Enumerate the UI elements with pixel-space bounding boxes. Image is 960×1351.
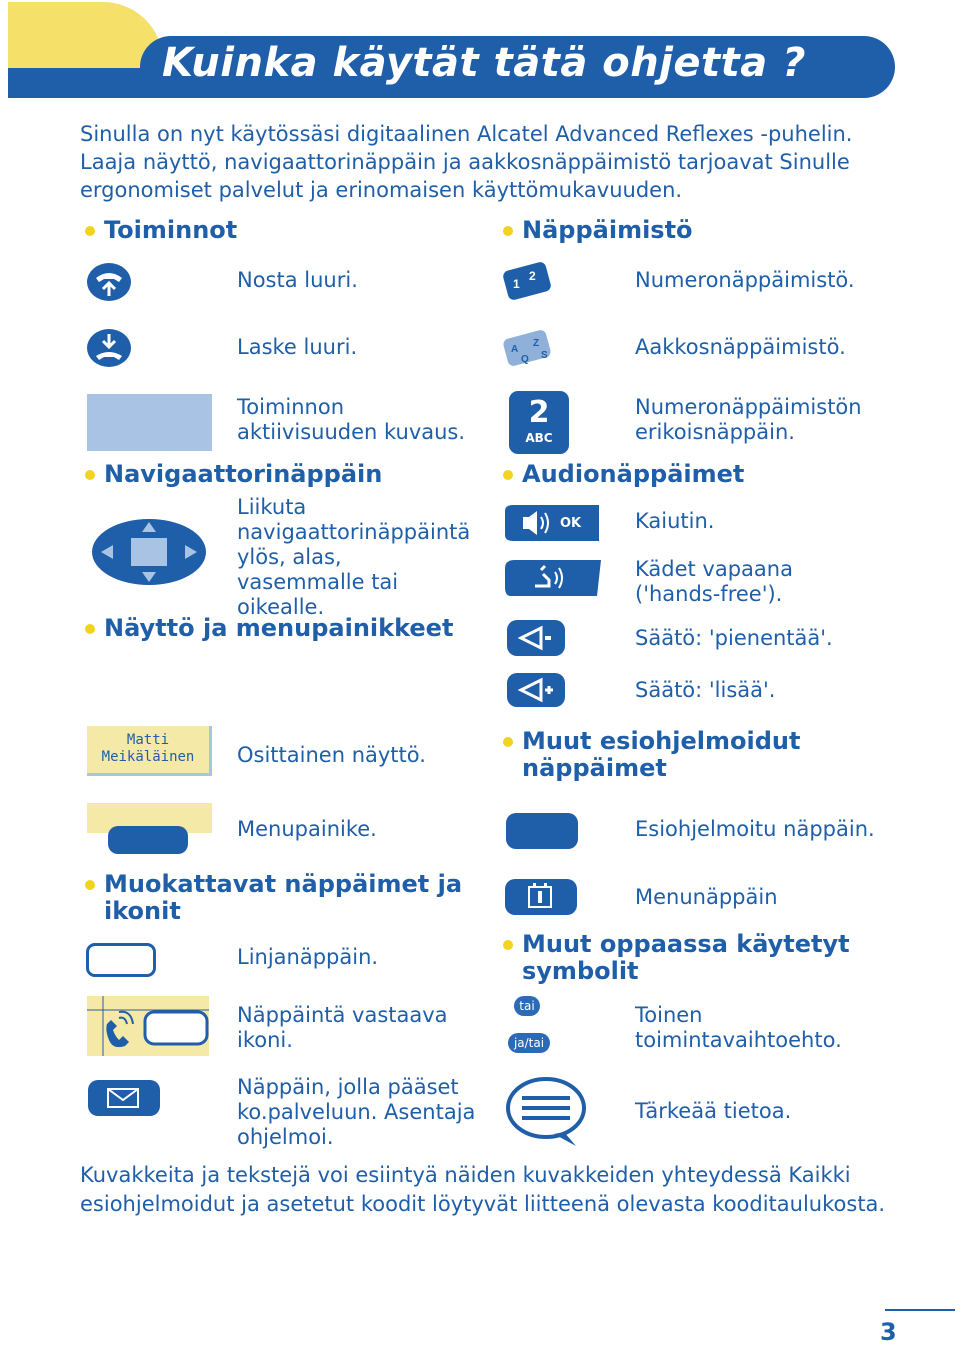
section-heading-muut-esiohjelmoidut — [522, 728, 800, 782]
bullet-icon — [85, 226, 95, 236]
label-osittainen-naytto: Osittainen näyttö. — [237, 743, 426, 767]
label-toiminnon-kuvaus: Toiminnon aktiivisuuden kuvaus. — [237, 395, 466, 444]
label-navigaattori: Liikuta navigaattorinäppäintä ylös, alas, vasemmalle tai oikealle. — [237, 495, 471, 619]
label-nosta-luuri: Nosta luuri. — [237, 268, 358, 292]
section-heading-navigaattori — [104, 461, 382, 488]
svg-text:S: S — [541, 350, 548, 361]
section-heading-muut-symbolit — [522, 931, 850, 985]
bullet-icon — [503, 470, 513, 480]
label-laske-luuri: Laske luuri. — [237, 335, 358, 359]
function-description-box — [87, 394, 212, 451]
heading-text: Audionäppäimet — [522, 460, 745, 488]
alpha-keypad-icon — [503, 330, 551, 370]
volume-down-icon — [507, 620, 565, 660]
heading-text-line1: Muut oppaassa käytetyt — [522, 930, 850, 958]
bullet-icon — [503, 737, 513, 747]
heading-text-line1: Muut esiohjelmoidut — [522, 727, 801, 755]
heading-text-line2: näppäimet — [522, 754, 667, 782]
svg-text:Z: Z — [533, 338, 540, 349]
key-icon-area — [87, 996, 209, 1056]
label-palvelunappain: Näppäin, jolla pääset ko.palveluun. Asentaja ohjelmoi. — [237, 1075, 476, 1149]
svg-text:1: 1 — [513, 277, 520, 291]
section-heading-naytto — [104, 615, 453, 642]
message-key-icon — [88, 1080, 160, 1120]
svg-text:Q: Q — [521, 354, 529, 365]
bullet-icon — [503, 940, 513, 950]
section-heading-nappaimisto — [522, 217, 693, 244]
handsfree-key-icon — [505, 560, 601, 600]
bullet-icon — [85, 624, 95, 634]
footer-paragraph: Kuvakkeita ja tekstejä voi esiintyä näiden kuvakkeiden yhteydessä Kaikki esiohjelmoidut ja asetetut koodit löytyvät liitteenä olevasta kooditaulukosta. — [80, 1163, 886, 1216]
heading-text-line2: ikonit — [104, 897, 181, 925]
label-nappainta-vastaava: Näppäintä vastaava ikoni. — [237, 1003, 448, 1052]
page-title: Kuinka käytät tätä ohjetta ? — [162, 40, 806, 86]
important-info-icon — [504, 1076, 588, 1152]
display-line-2: Meikäläinen — [101, 749, 195, 765]
line-key-icon — [86, 943, 156, 977]
menu-key-icon — [505, 879, 577, 919]
label-menunappain: Menunäppäin — [635, 885, 778, 909]
heading-text: Navigaattorinäppäin — [104, 460, 383, 488]
svg-text:A: A — [511, 344, 519, 355]
label-tarkeaa-tietoa: Tärkeää tietoa. — [635, 1099, 792, 1123]
heading-text-line1: Muokattavat näppäimet ja — [104, 870, 463, 898]
ok-label: OK — [560, 516, 582, 531]
page-number: 3 — [880, 1318, 897, 1346]
numeric-keypad-icon — [503, 262, 551, 304]
label-aakkosnappaimisto: Aakkosnäppäimistö. — [635, 335, 846, 359]
page-number-rule — [885, 1309, 955, 1311]
label-linjanappain: Linjanäppäin. — [237, 945, 379, 969]
heading-text: Näppäimistö — [522, 216, 693, 244]
label-esiohjelmoitu: Esiohjelmoitu näppäin. — [635, 817, 875, 841]
section-heading-audio — [522, 461, 744, 488]
label-menupainike: Menupainike. — [237, 817, 377, 841]
label-toinen-vaihtoehto: Toinen toimintavaihtoehto. — [635, 1003, 842, 1052]
symbol-tai: tai — [514, 996, 540, 1016]
symbol-ja-tai: ja/tai — [508, 1033, 550, 1053]
label-kaiutin: Kaiutin. — [635, 509, 715, 533]
heading-text: Näyttö ja menupainikkeet — [104, 614, 454, 642]
menu-button-icon — [108, 826, 188, 854]
label-numeronappaimisto: Numeronäppäimistö. — [635, 268, 855, 292]
bullet-icon — [85, 470, 95, 480]
key-letters: ABC — [525, 431, 553, 445]
section-heading-muokattavat — [104, 871, 462, 925]
onhook-icon — [86, 328, 132, 372]
header-bar-left — [8, 68, 148, 98]
section-heading-toiminnot — [104, 217, 237, 244]
label-kadet-vapaana: Kädet vapaana ('hands-free'). — [635, 557, 793, 606]
display-line-1: Matti — [126, 732, 170, 748]
key-digit: 2 — [528, 395, 550, 430]
heading-text: Toiminnot — [104, 216, 238, 244]
label-pienentaa: Säätö: 'pienentää'. — [635, 626, 833, 650]
preprogrammed-key-icon — [506, 813, 578, 849]
label-lisaa: Säätö: 'lisää'. — [635, 678, 776, 702]
navigator-key-icon — [91, 518, 207, 590]
speaker-key-icon — [505, 505, 599, 545]
bullet-icon — [85, 880, 95, 890]
heading-text-line2: symbolit — [522, 957, 639, 985]
intro-paragraph: Sinulla on nyt käytössäsi digitaalinen Alcatel Advanced Reflexes -puhelin. Laaja näyttö, navigaattorinäppäin ja aakkosnäppäimistö tarjoavat Sinulle ergonomiset palvelut ja erinomaisen käyttömukavuuden. — [80, 122, 853, 202]
bullet-icon — [503, 226, 513, 236]
volume-up-icon — [507, 673, 565, 711]
svg-text:2: 2 — [529, 269, 536, 283]
label-erikoisnappain: Numeronäppäimistön erikoisnäppäin. — [635, 395, 862, 444]
offhook-icon — [86, 262, 132, 306]
partial-display-icon — [87, 726, 212, 776]
special-key-2abc-icon — [509, 391, 569, 454]
